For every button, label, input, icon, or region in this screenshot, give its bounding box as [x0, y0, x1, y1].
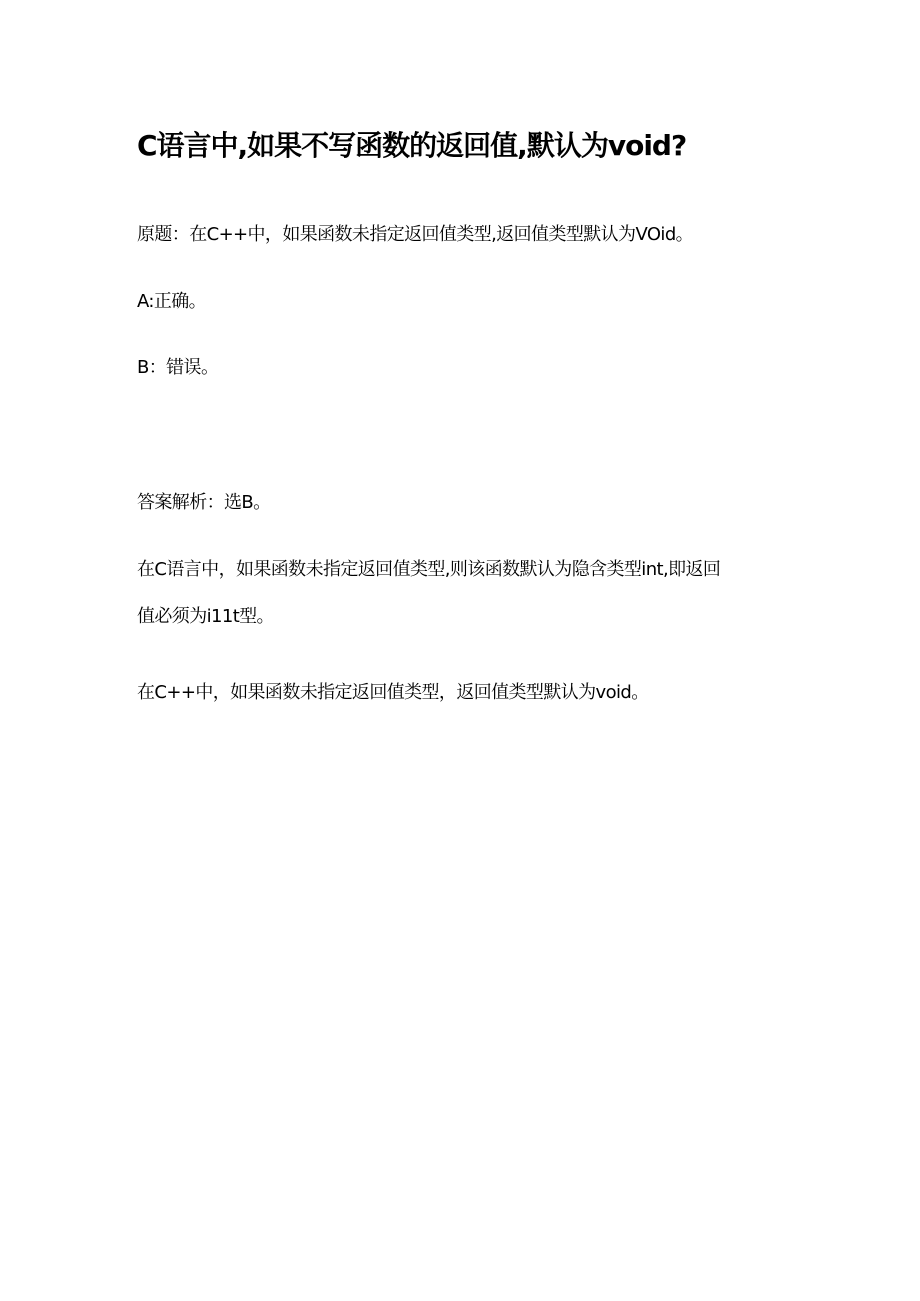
- question-text: 原题：在C++中，如果函数未指定返回值类型,返回值类型默认为VOid。: [137, 224, 694, 245]
- explanation-c-line-2: 值必须为i11t型。: [137, 606, 274, 627]
- option-b: B：错误。: [137, 357, 219, 378]
- option-a: A:正确。: [137, 291, 207, 312]
- answer-text: 答案解析：选B。: [137, 492, 271, 513]
- explanation-cpp: 在C++中，如果函数未指定返回值类型，返回值类型默认为void。: [137, 682, 649, 703]
- explanation-c-line-1: 在C语言中，如果函数未指定返回值类型,则该函数默认为隐含类型int,即返回: [137, 559, 721, 580]
- page-title: C语言中,如果不写函数的返回值,默认为void?: [137, 129, 687, 162]
